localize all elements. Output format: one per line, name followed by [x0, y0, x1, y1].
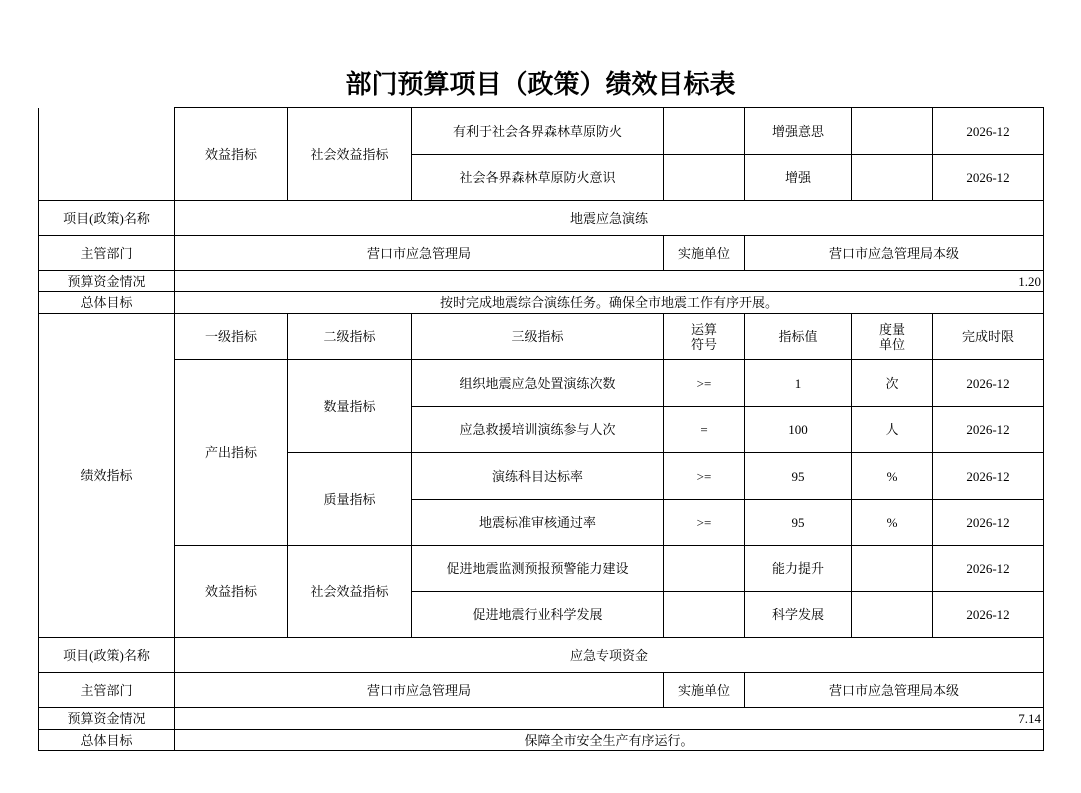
table-row [39, 638, 1044, 673]
operator-cell [664, 108, 745, 155]
table-row [39, 108, 1044, 155]
target-value-cell: 95 [745, 500, 852, 546]
column-header-level3: 三级指标 [412, 314, 664, 360]
level3-indicator-cell: 组织地震应急处置演练次数 [412, 360, 664, 407]
operator-cell [664, 155, 745, 201]
overall-goal-label: 总体目标 [39, 292, 175, 314]
budget-value: 7.14 [175, 708, 1044, 730]
table-row [39, 201, 1044, 236]
project-name-value: 应急专项资金 [175, 638, 1044, 673]
deadline-cell: 2026-12 [933, 407, 1044, 453]
column-header-level1: 一级指标 [175, 314, 288, 360]
target-value-cell: 增强意思 [745, 108, 852, 155]
deadline-cell: 2026-12 [933, 453, 1044, 500]
operator-cell [664, 546, 745, 592]
performance-indicator-label: 绩效指标 [39, 314, 175, 638]
deadline-cell: 2026-12 [933, 360, 1044, 407]
project-name-label: 项目(政策)名称 [39, 638, 175, 673]
continued-blank-cell [39, 108, 175, 201]
column-header-level2: 二级指标 [288, 314, 412, 360]
level1-indicator-cell: 产出指标 [175, 360, 288, 546]
unit-cell [852, 592, 933, 638]
deadline-cell: 2026-12 [933, 500, 1044, 546]
project-name-value: 地震应急演练 [175, 201, 1044, 236]
level3-indicator-cell: 应急救援培训演练参与人次 [412, 407, 664, 453]
operator-cell: = [664, 407, 745, 453]
unit-cell [852, 108, 933, 155]
overall-goal-value: 保障全市安全生产有序运行。 [175, 730, 1044, 751]
overall-goal-value: 按时完成地震综合演练任务。确保全市地震工作有序开展。 [175, 292, 1044, 314]
deadline-cell: 2026-12 [933, 155, 1044, 201]
project-name-label: 项目(政策)名称 [39, 201, 175, 236]
table-row [39, 271, 1044, 292]
unit-cell [852, 546, 933, 592]
budget-label: 预算资金情况 [39, 708, 175, 730]
level3-indicator-cell: 有利于社会各界森林草原防火 [412, 108, 664, 155]
column-header-unit: 度量 单位 [852, 314, 933, 360]
table-row [39, 292, 1044, 314]
table-row [39, 236, 1044, 271]
table-row [39, 673, 1044, 708]
deadline-cell: 2026-12 [933, 108, 1044, 155]
table-row [39, 730, 1044, 751]
unit-cell: 次 [852, 360, 933, 407]
page-title: 部门预算项目（政策）绩效目标表 [345, 70, 736, 99]
unit-cell: % [852, 453, 933, 500]
level2-indicator-cell: 质量指标 [288, 453, 412, 546]
implementer-label: 实施单位 [664, 236, 745, 271]
implementer-label: 实施单位 [664, 673, 745, 708]
column-header-operator: 运算 符号 [664, 314, 745, 360]
target-value-cell: 1 [745, 360, 852, 407]
operator-cell: >= [664, 360, 745, 407]
level3-indicator-cell: 社会各界森林草原防火意识 [412, 155, 664, 201]
target-value-cell: 能力提升 [745, 546, 852, 592]
level3-indicator-cell: 促进地震行业科学发展 [412, 592, 664, 638]
performance-target-table [38, 107, 1044, 751]
table-row [39, 546, 1044, 592]
target-value-cell: 增强 [745, 155, 852, 201]
implementer-value: 营口市应急管理局本级 [745, 673, 1044, 708]
overall-goal-label: 总体目标 [39, 730, 175, 751]
operator-cell: >= [664, 453, 745, 500]
department-value: 营口市应急管理局 [175, 236, 664, 271]
unit-cell: % [852, 500, 933, 546]
indicator-header-row [39, 314, 1044, 360]
operator-cell: >= [664, 500, 745, 546]
implementer-value: 营口市应急管理局本级 [745, 236, 1044, 271]
unit-cell [852, 155, 933, 201]
department-label: 主管部门 [39, 673, 175, 708]
level1-indicator-cell: 效益指标 [175, 108, 288, 201]
level1-indicator-cell: 效益指标 [175, 546, 288, 638]
level2-indicator-cell: 社会效益指标 [288, 108, 412, 201]
column-header-value: 指标值 [745, 314, 852, 360]
department-value: 营口市应急管理局 [175, 673, 664, 708]
department-label: 主管部门 [39, 236, 175, 271]
target-value-cell: 95 [745, 453, 852, 500]
level3-indicator-cell: 地震标准审核通过率 [412, 500, 664, 546]
deadline-cell: 2026-12 [933, 546, 1044, 592]
target-value-cell: 科学发展 [745, 592, 852, 638]
deadline-cell: 2026-12 [933, 592, 1044, 638]
table-row [39, 360, 1044, 407]
column-header-deadline: 完成时限 [933, 314, 1044, 360]
budget-value: 1.20 [175, 271, 1044, 292]
unit-cell: 人 [852, 407, 933, 453]
target-value-cell: 100 [745, 407, 852, 453]
table-row [39, 708, 1044, 730]
level3-indicator-cell: 促进地震监测预报预警能力建设 [412, 546, 664, 592]
level2-indicator-cell: 社会效益指标 [288, 546, 412, 638]
operator-cell [664, 592, 745, 638]
level2-indicator-cell: 数量指标 [288, 360, 412, 453]
level3-indicator-cell: 演练科目达标率 [412, 453, 664, 500]
budget-label: 预算资金情况 [39, 271, 175, 292]
